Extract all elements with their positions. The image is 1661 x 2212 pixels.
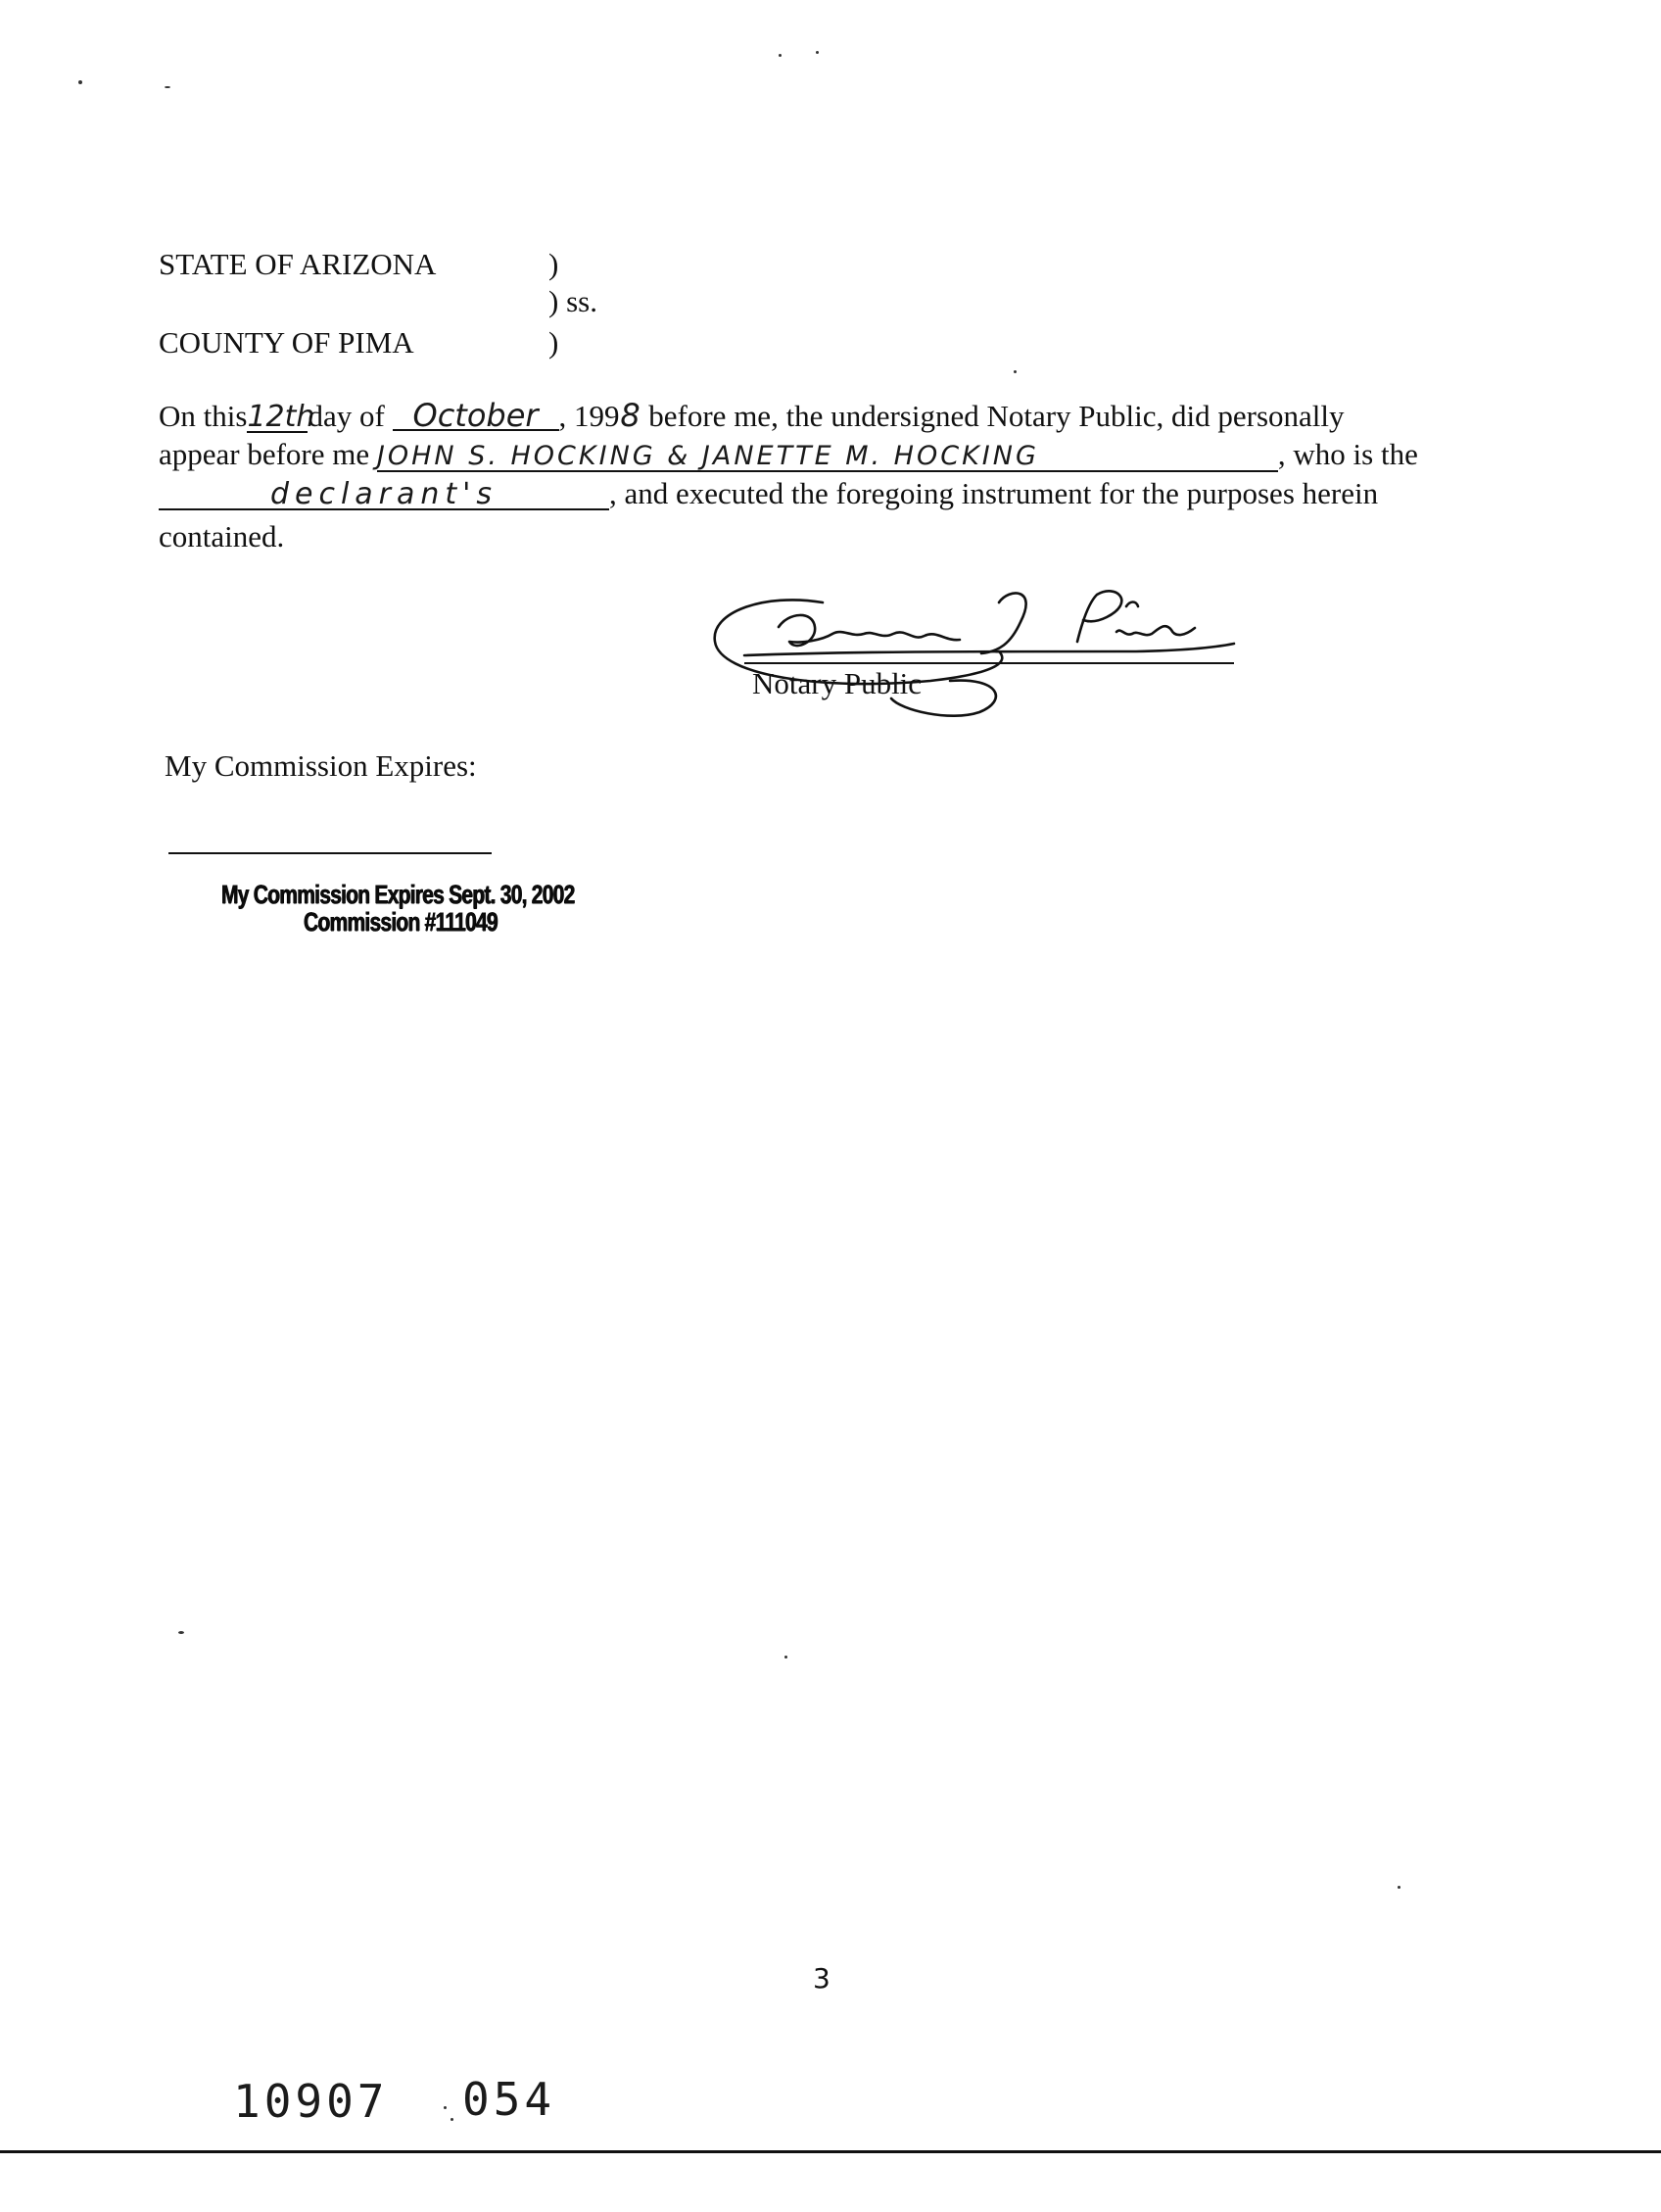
scan-speck (78, 80, 82, 84)
scan-speck (444, 2106, 447, 2109)
commission-stamp-line-1: My Commission Expires Sept. 30, 2002 (221, 880, 575, 909)
notary-signature-rule (744, 662, 1234, 664)
venue-state-label: STATE OF ARIZONA (159, 247, 437, 281)
acknowledgment-line-2 (159, 435, 1442, 474)
ack-executed: , and executed the foregoing instrument for the purposes herein (609, 476, 1379, 510)
commission-expires-blank (168, 852, 492, 854)
ack-day-handwritten: 12th (247, 400, 315, 434)
ack-on-this: On this (159, 399, 248, 433)
ack-names-handwritten: JOHN S. HOCKING & JANETTE M. HOCKING (377, 443, 1278, 472)
scan-speck (1014, 370, 1017, 373)
scan-speck (165, 86, 170, 88)
ack-appear: appear before me (159, 437, 370, 471)
page-number: 3 (813, 1962, 830, 1995)
scan-speck (178, 1631, 184, 1634)
acknowledgment-line-3 (159, 474, 1442, 513)
commission-expires-label: My Commission Expires: (165, 748, 477, 783)
acknowledgment-line-4 (159, 517, 1442, 556)
notary-public-caption: Notary Public (752, 666, 923, 700)
scan-speck (451, 2118, 453, 2121)
recorder-page-number: 054 (462, 2073, 556, 2126)
scan-speck (816, 51, 819, 54)
ack-day-of: day of (308, 399, 385, 433)
ack-year-handwritten: 8 (620, 397, 641, 434)
ack-year-prefix: , 199 (558, 399, 620, 433)
commission-stamp-line-2: Commission #111049 (304, 907, 498, 937)
scan-speck (1398, 1886, 1400, 1889)
recorder-book-number: 10907 (233, 2075, 389, 2128)
venue-ss-label: ) ss. (548, 284, 597, 318)
acknowledgment-line-1 (159, 396, 1442, 436)
venue-county-label: COUNTY OF PIMA (159, 325, 414, 360)
ack-capacity-handwritten: declarant's (159, 481, 609, 510)
venue-paren-1: ) (548, 247, 559, 281)
scan-edge-line (0, 2150, 1661, 2153)
ack-who-is: , who is the (1277, 437, 1418, 471)
scan-speck (784, 1656, 787, 1659)
ack-month-handwritten: October (393, 402, 559, 431)
scan-speck (779, 54, 782, 57)
venue-paren-3: ) (548, 325, 559, 360)
ack-before-me: before me, the undersigned Notary Public, did personally (648, 399, 1345, 433)
ack-contained: contained. (159, 519, 285, 553)
